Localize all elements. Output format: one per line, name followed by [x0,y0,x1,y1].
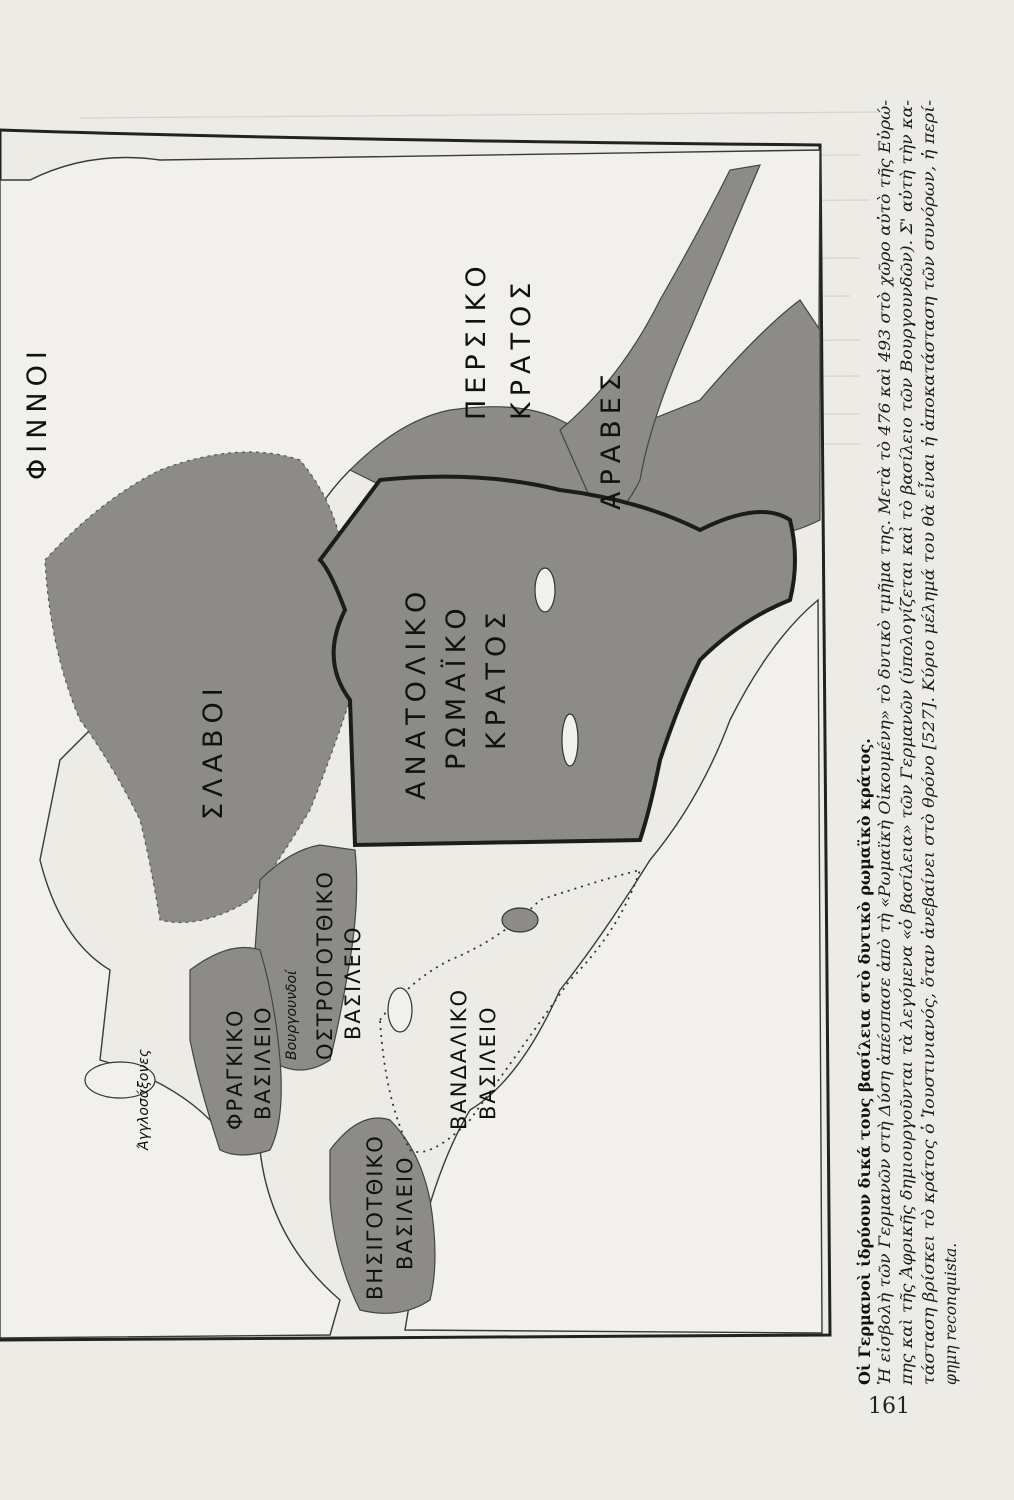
island-cyprus [535,568,555,612]
label-slavoi: ΣΛΑΒΟΙ [198,682,229,820]
page-number: 161 [868,1394,910,1419]
label-romaiko: ΡΩΜΑΪΚΟ [441,602,472,770]
label-visigotthiko: ΒΗΣΙΓΟΤΘΙΚΟ [363,1134,387,1300]
caption-line-3: τάσταση βρίσκει τὸ κράτος ὁ Ἰουστινιανός, ὅταν ἀνεβαίνει στὸ θρόνο [527]. Κύριο μέλημά του θὰ εἶναι ἡ ἀποκατάσταση τῶν συνόρων, ἡ περί- [920,249,938,1385]
label-vasileio-vandal: ΒΑΣΙΛΕΙΟ [476,1005,500,1120]
caption-line-4: φημη reconquista. [942,1242,960,1385]
map-caption [855,100,960,1386]
label-vasileio-ostro: ΒΑΣΙΛΕΙΟ [341,925,365,1040]
label-anatoliko: ΑΝΑΤΟΛΙΚΟ [401,585,432,800]
label-anglosaxones: Άγγλοσάξονες [136,1048,152,1150]
caption-line-1: Ἡ εἰσβολὴ τῶν Γερμανῶν στὴ Δύση ἀπέσπασε ἀπὸ τὴ «Ρωμαϊκὴ Οἰκουμένη» τὸ δυτικὸ τμῆμα της. Μετὰ τὸ 476 καὶ 493 στὸ χῶρο αὐτὸ τῆς Εὐρώ- [876,230,894,1385]
label-ostrogotthiko: ΟΣΤΡΟΓΟΤΘΙΚΟ [313,870,337,1060]
island-sardinia [388,988,412,1032]
label-kratos-persian: ΚΡΑΤΟΣ [506,276,537,420]
historical-map [0,130,830,1340]
label-vandaliko: ΒΑΝΔΑΛΙΚΟ [447,987,471,1130]
label-vasileio-frank: ΒΑΣΙΛΕΙΟ [251,1005,275,1120]
label-persiko: ΠΕΡΣΙΚΟ [461,260,492,420]
label-vasileio-visi: ΒΑΣΙΛΕΙΟ [393,1155,417,1270]
caption-title: Οἱ Γερμανοὶ ἱδρύουν δικά τους βασίλεια στὸ δυτικὸ ρωμαϊκὸ κράτος. [855,738,874,1385]
island-crete [562,714,578,766]
label-araves: ΑΡΑΒΕΣ [596,368,627,510]
label-finnoi: ΦΙΝΝΟΙ [22,345,53,480]
caption-line-2: πης καὶ τῆς Ἀφρικῆς δημιουργοῦνται τὰ λεγόμενα «ὁ βασίλεια» τῶν Γερμανῶν (ὑπολογίζεται καὶ τὸ βασίλειο τῶν Βουργουνδῶν). Σ' αὐτὴ τὴν κα- [898,229,916,1385]
label-fragkiko: ΦΡΑΓΚΙΚΟ [223,1008,247,1130]
label-kratos-east: ΚΡΑΤΟΣ [481,606,512,750]
label-vourgoundoi: Βουργουνδοί [284,970,300,1060]
island-sicily [502,908,538,932]
